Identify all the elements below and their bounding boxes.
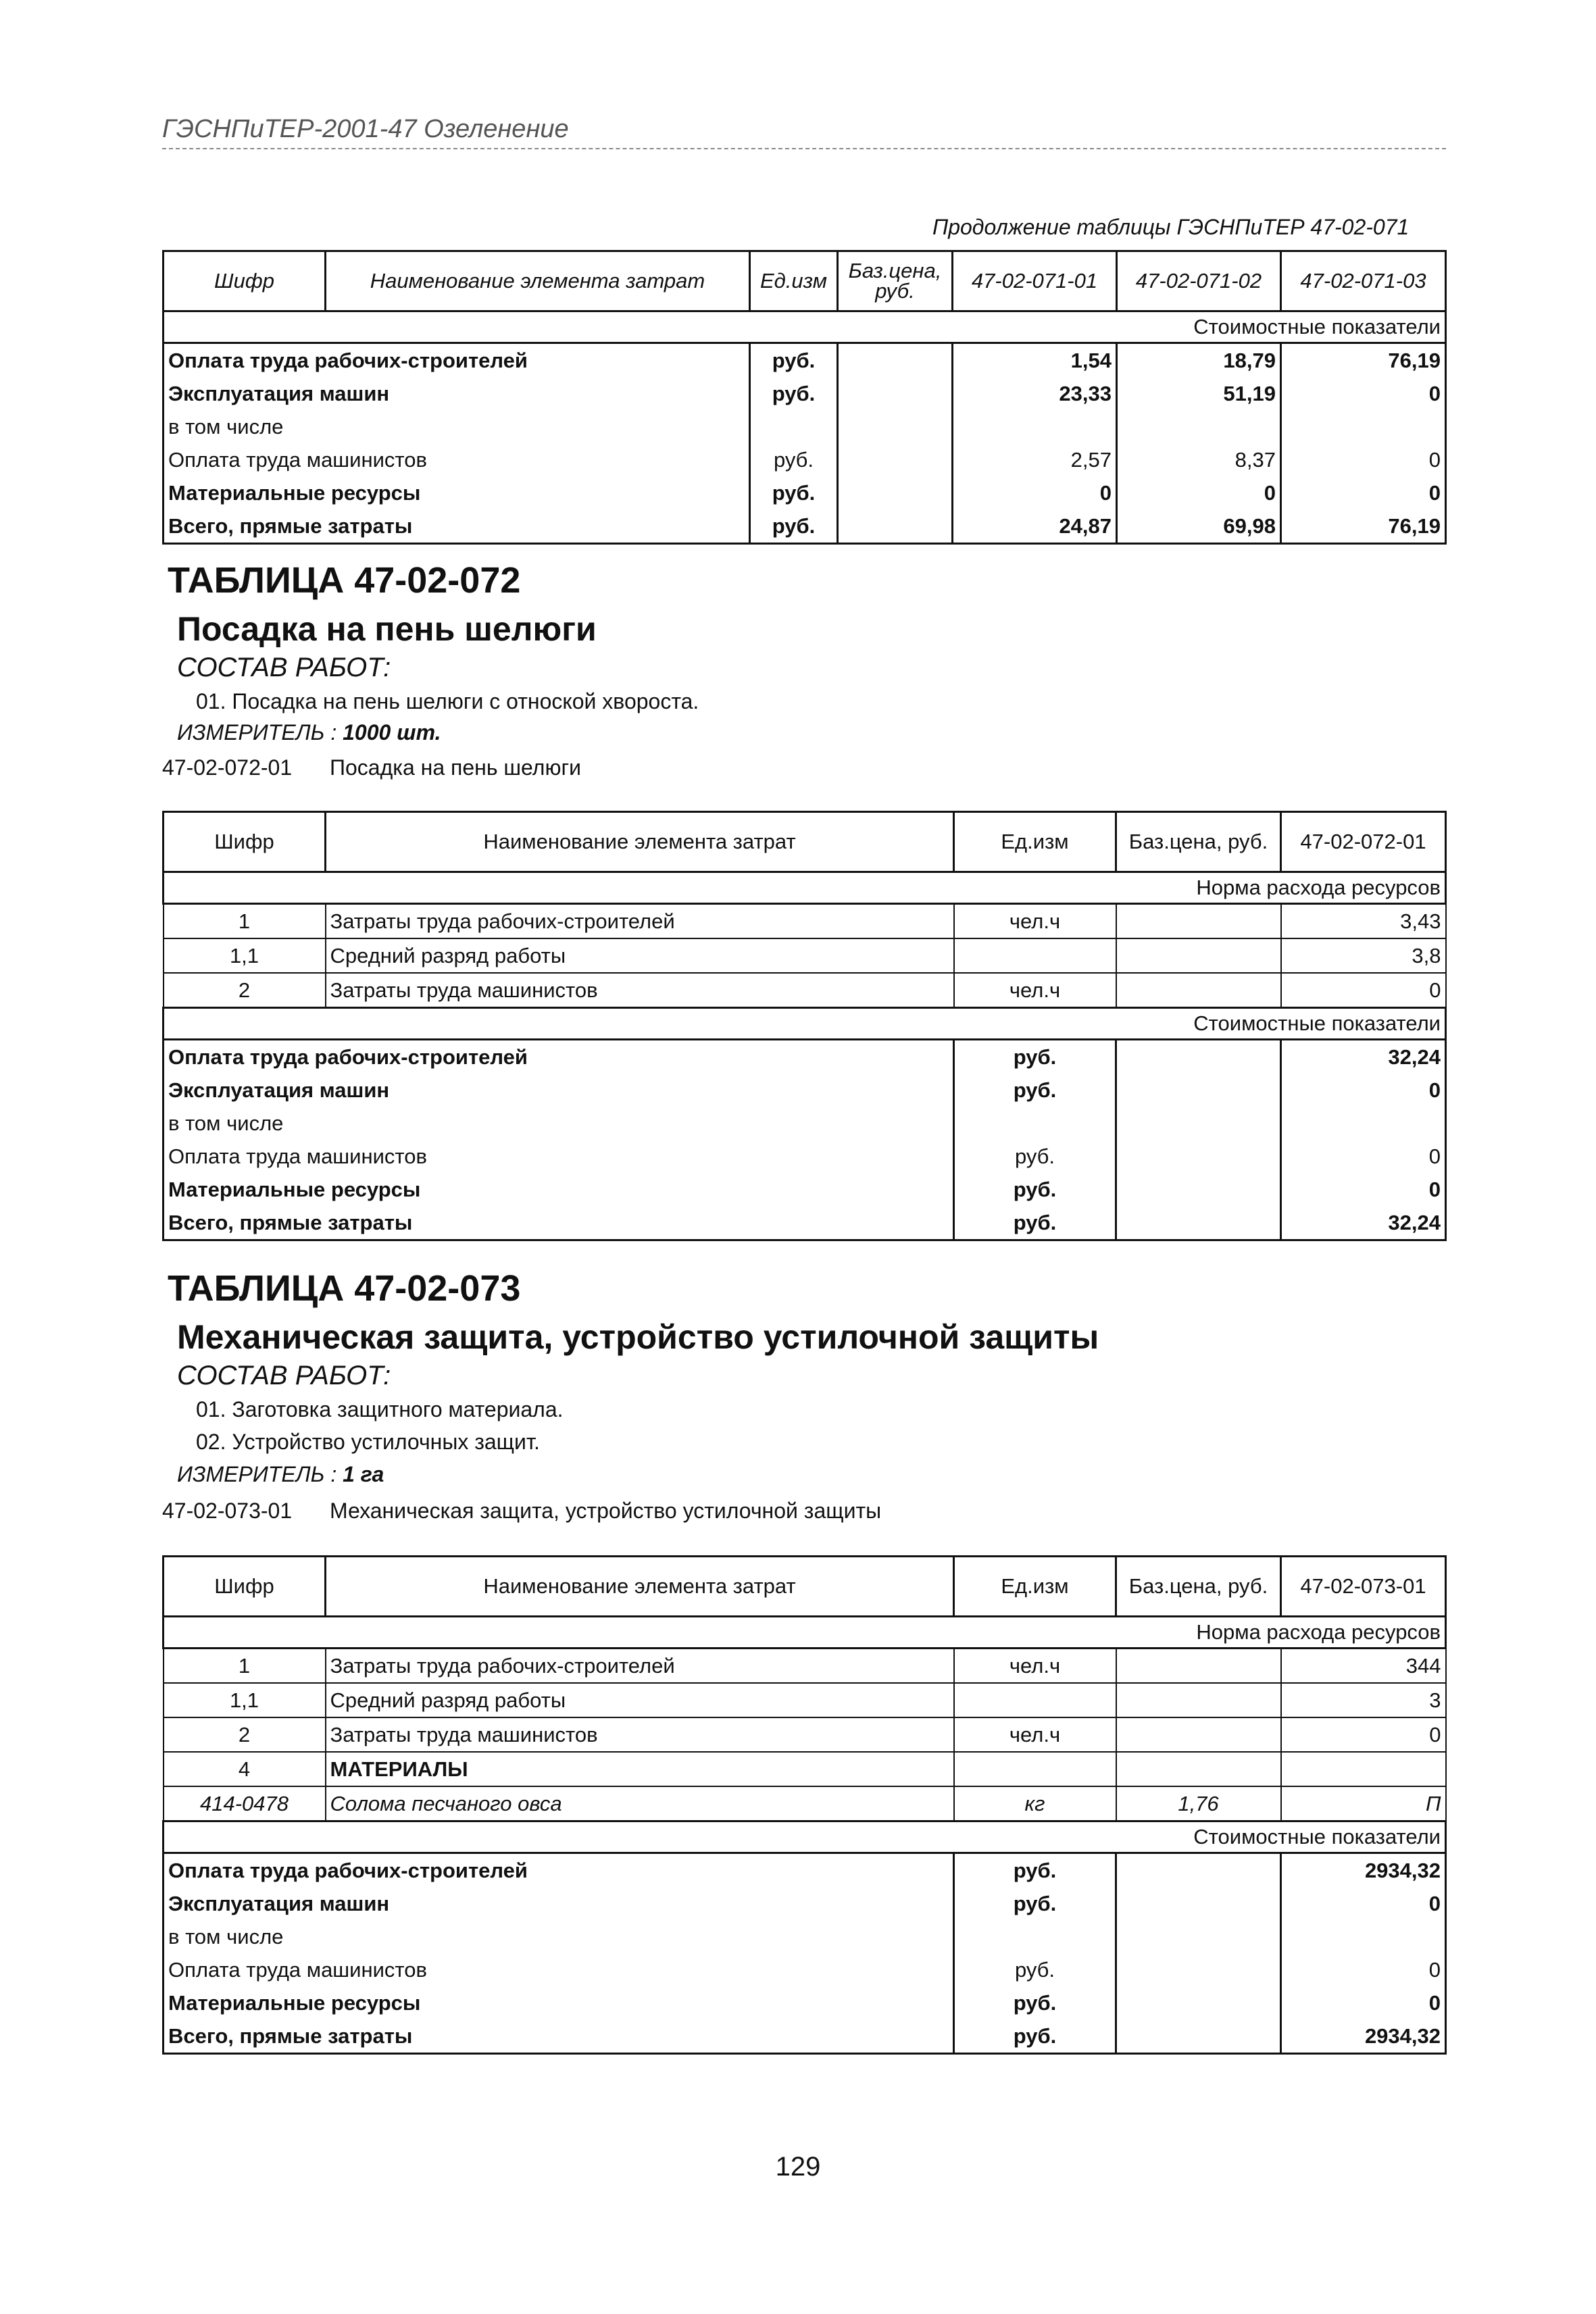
table-073-measure [177,1462,384,1487]
row-name: Затраты труда машинистов [326,1717,954,1752]
table-073-title: ТАБЛИЦА 47-02-073 [168,1268,521,1309]
row-value: 32,24 [1281,1206,1446,1240]
continuation-header-row [164,251,1446,311]
row-name: Материальные ресурсы [164,1173,954,1206]
row-value-2: 18,79 [1117,343,1281,378]
row-name: Оплата труда машинистов [164,443,750,476]
table-072-header-row [164,812,1446,872]
row-value-3: 76,19 [1281,343,1446,378]
row-name: Эксплуатация машин [164,1887,954,1920]
row-unit: руб. [954,1173,1116,1206]
header-base-price: Баз.цена, руб. [1116,1557,1281,1617]
table-row [164,2019,1446,2054]
section-row [164,1617,1446,1649]
table-row [164,377,1446,410]
row-name: Солома песчаного овса [326,1786,954,1821]
section-row [164,311,1446,343]
row-name: Затраты труда рабочих-строителей [326,1649,954,1684]
table-072-title: ТАБЛИЦА 47-02-072 [168,560,521,601]
page-number: 129 [775,2152,821,2182]
section-label: Стоимостные показатели [164,1821,1446,1853]
row-base-price [1116,1107,1281,1140]
table-row [164,1683,1446,1717]
header-col-3: 47-02-071-03 [1281,251,1446,311]
row-unit: руб. [954,1887,1116,1920]
row-unit: кг [954,1786,1116,1821]
row-value: 0 [1281,1986,1446,2019]
row-base-price [1116,1986,1281,2019]
row-unit [954,1920,1116,1953]
row-value: 0 [1281,1074,1446,1107]
row-unit: чел.ч [954,1717,1116,1752]
table-072-code-name: Посадка на пень шелюги [330,755,581,780]
table-073 [162,1555,1447,2055]
table-row [164,476,1446,509]
table-row [164,1853,1446,1888]
row-value: 0 [1281,1717,1446,1752]
row-unit: руб. [954,2019,1116,2054]
row-code: 1,1 [164,1683,326,1717]
table-row [164,1986,1446,2019]
row-name: Эксплуатация машин [164,1074,954,1107]
row-value: 3 [1281,1683,1446,1717]
table-073-header-row [164,1557,1446,1617]
header-base-price: Баз.цена, руб. [838,251,953,311]
row-unit: руб. [954,1953,1116,1986]
section-row [164,1008,1446,1040]
table-row [164,410,1446,443]
header-base-price: Баз.цена, руб. [1116,812,1281,872]
header-cost-name: Наименование элемента затрат [326,1557,954,1617]
header-cost-name: Наименование элемента затрат [326,812,954,872]
table-072-code: 47-02-072-01 [162,755,293,780]
header-col-1: 47-02-071-01 [953,251,1117,311]
running-header: ГЭСНПиТЕР-2001-47 Озеленение [162,115,1446,149]
row-unit [750,410,838,443]
row-value: 0 [1281,973,1446,1008]
header-cipher: Шифр [164,251,326,311]
table-072-sostav: СОСТАВ РАБОТ: [177,653,391,682]
row-value: 0 [1281,1173,1446,1206]
header-cipher: Шифр [164,1557,326,1617]
row-name: в том числе [164,1107,954,1140]
row-unit: руб. [954,1206,1116,1240]
row-unit: руб. [954,1986,1116,2019]
row-value-2: 69,98 [1117,509,1281,544]
row-code: 1 [164,904,326,939]
row-unit [954,1683,1116,1717]
measure-label: ИЗМЕРИТЕЛЬ : [177,1462,337,1486]
section-label: Норма расхода ресурсов [164,872,1446,904]
table-row [164,1717,1446,1752]
row-base-price [1116,1887,1281,1920]
row-base-price [838,476,953,509]
row-value: 3,8 [1281,938,1446,973]
header-cipher: Шифр [164,812,326,872]
table-row [164,1887,1446,1920]
row-value-2 [1117,410,1281,443]
row-value: 0 [1281,1140,1446,1173]
row-base-price [1116,1752,1281,1786]
row-base-price [838,377,953,410]
row-base-price [1116,1206,1281,1240]
table-073-item-1: 01. Заготовка защитного материала. [196,1397,564,1422]
header-unit: Ед.изм [954,1557,1116,1617]
section-row [164,872,1446,904]
row-value-1: 23,33 [953,377,1117,410]
row-name: в том числе [164,410,750,443]
row-name: Оплата труда машинистов [164,1140,954,1173]
table-073-sostav: СОСТАВ РАБОТ: [177,1361,391,1390]
table-073-code: 47-02-073-01 [162,1499,293,1523]
row-code: 2 [164,973,326,1008]
row-base-price [1116,1920,1281,1953]
row-name: Средний разряд работы [326,1683,954,1717]
section-label: Норма расхода ресурсов [164,1617,1446,1649]
row-base-price [1116,2019,1281,2054]
row-name: Оплата труда машинистов [164,1953,954,1986]
table-row [164,1649,1446,1684]
table-row [164,1173,1446,1206]
table-072-cost-body [164,1040,1446,1240]
row-unit: руб. [750,476,838,509]
row-base-price [1116,1140,1281,1173]
row-value: 32,24 [1281,1040,1446,1074]
row-name: Затраты труда машинистов [326,973,954,1008]
table-row [164,1206,1446,1240]
section-label: Стоимостные показатели [164,1008,1446,1040]
row-name: Всего, прямые затраты [164,509,750,544]
row-value-3 [1281,410,1446,443]
row-base-price [1116,1074,1281,1107]
table-073-subtitle: Механическая защита, устройство устилочной защиты [177,1318,1099,1356]
table-072-item-1: 01. Посадка на пень шелюги с отноской хвороста. [196,689,699,713]
row-name: в том числе [164,1920,954,1953]
row-base-price: 1,76 [1116,1786,1281,1821]
row-name: Средний разряд работы [326,938,954,973]
header-col-1: 47-02-072-01 [1281,812,1446,872]
row-unit: чел.ч [954,1649,1116,1684]
table-row [164,1786,1446,1821]
header-col-1: 47-02-073-01 [1281,1557,1446,1617]
row-base-price [838,509,953,544]
table-073-cost-body [164,1853,1446,2054]
row-code: 4 [164,1752,326,1786]
row-unit: руб. [954,1074,1116,1107]
row-base-price [1116,973,1281,1008]
row-value: 2934,32 [1281,2019,1446,2054]
row-name: Всего, прямые затраты [164,2019,954,2054]
measure-value: 1 га [343,1462,384,1486]
row-name: Оплата труда рабочих-строителей [164,1853,954,1888]
row-value [1281,1920,1446,1953]
table-row [164,343,1446,378]
row-value-1: 1,54 [953,343,1117,378]
table-073-code-name: Механическая защита, устройство устилочной защиты [330,1499,882,1523]
row-base-price [1116,1853,1281,1888]
table-row [164,1107,1446,1140]
row-name: Затраты труда рабочих-строителей [326,904,954,939]
row-code: 2 [164,1717,326,1752]
table-072-subtitle: Посадка на пень шелюги [177,610,597,648]
section-label: Стоимостные показатели [164,311,1446,343]
row-unit: руб. [954,1853,1116,1888]
row-name: Эксплуатация машин [164,377,750,410]
row-unit: руб. [750,343,838,378]
row-value-1 [953,410,1117,443]
row-value-1: 0 [953,476,1117,509]
row-value: П [1281,1786,1446,1821]
row-unit [954,1752,1116,1786]
row-base-price [1116,1173,1281,1206]
header-unit: Ед.изм [954,812,1116,872]
table-row [164,1752,1446,1786]
table-073-norm-body [164,1649,1446,1821]
row-value-1: 24,87 [953,509,1117,544]
row-unit: руб. [750,377,838,410]
row-value-2: 51,19 [1117,377,1281,410]
section-row [164,1821,1446,1853]
row-unit: чел.ч [954,904,1116,939]
row-name: Оплата труда рабочих-строителей [164,1040,954,1074]
row-unit: руб. [954,1140,1116,1173]
row-base-price [838,343,953,378]
header-unit: Ед.изм [750,251,838,311]
header-col-2: 47-02-071-02 [1117,251,1281,311]
continuation-table [162,250,1447,545]
row-code: 1,1 [164,938,326,973]
row-name: Материальные ресурсы [164,1986,954,2019]
table-072-measure [177,720,441,745]
row-base-price [838,410,953,443]
row-name: Всего, прямые затраты [164,1206,954,1240]
row-value-2: 0 [1117,476,1281,509]
row-value-3: 0 [1281,377,1446,410]
row-unit: руб. [750,443,838,476]
row-value-3: 0 [1281,443,1446,476]
row-code: 414-0478 [164,1786,326,1821]
table-072 [162,811,1447,1241]
table-row [164,1040,1446,1074]
row-value: 3,43 [1281,904,1446,939]
measure-value: 1000 шт. [343,720,441,745]
row-base-price [1116,938,1281,973]
table-row [164,973,1446,1008]
continuation-body [164,343,1446,544]
row-value [1281,1107,1446,1140]
row-unit: руб. [750,509,838,544]
table-row [164,1140,1446,1173]
table-073-item-2: 02. Устройство устилочных защит. [196,1430,540,1454]
row-base-price [838,443,953,476]
header-cost-name: Наименование элемента затрат [326,251,750,311]
row-value [1281,1752,1446,1786]
row-base-price [1116,1649,1281,1684]
row-base-price [1116,1717,1281,1752]
row-name: Материальные ресурсы [164,476,750,509]
row-value: 344 [1281,1649,1446,1684]
row-value: 2934,32 [1281,1853,1446,1888]
table-072-norm-body [164,904,1446,1008]
row-name: МАТЕРИАЛЫ [326,1752,954,1786]
row-unit: чел.ч [954,973,1116,1008]
row-value-3: 0 [1281,476,1446,509]
measure-label: ИЗМЕРИТЕЛЬ : [177,720,337,745]
row-base-price [1116,904,1281,939]
continuation-caption: Продолжение таблицы ГЭСНПиТЕР 47-02-071 [932,215,1410,239]
table-row [164,1920,1446,1953]
row-base-price [1116,1953,1281,1986]
row-value-2: 8,37 [1117,443,1281,476]
row-unit: руб. [954,1040,1116,1074]
table-row [164,904,1446,939]
table-row [164,1953,1446,1986]
row-name: Оплата труда рабочих-строителей [164,343,750,378]
table-row [164,443,1446,476]
row-value-1: 2,57 [953,443,1117,476]
table-row [164,509,1446,544]
row-code: 1 [164,1649,326,1684]
row-unit [954,938,1116,973]
row-value: 0 [1281,1953,1446,1986]
row-base-price [1116,1040,1281,1074]
row-base-price [1116,1683,1281,1717]
table-row [164,1074,1446,1107]
row-value: 0 [1281,1887,1446,1920]
table-row [164,938,1446,973]
row-value-3: 76,19 [1281,509,1446,544]
row-unit [954,1107,1116,1140]
